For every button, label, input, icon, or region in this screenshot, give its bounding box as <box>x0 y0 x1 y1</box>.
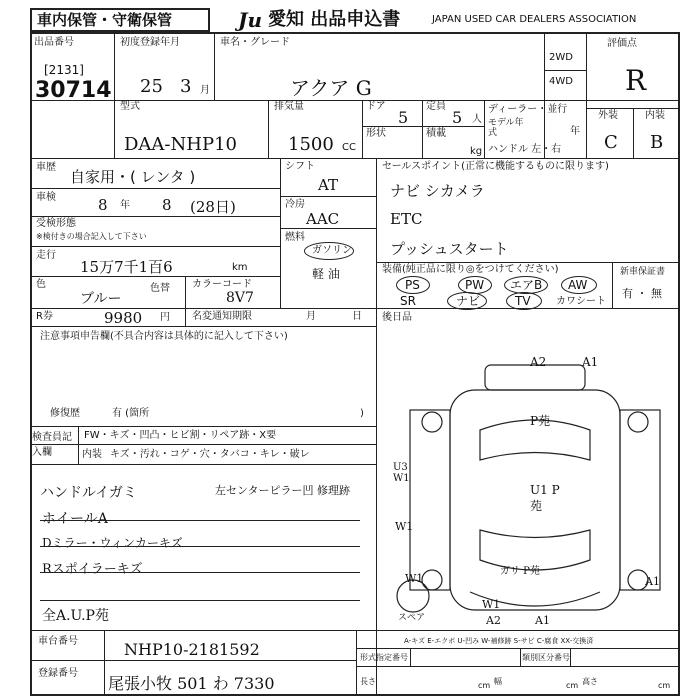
doors-label: ドア <box>366 101 386 112</box>
stamp-cm-1: cm <box>478 681 491 690</box>
shaken-day: (28日) <box>190 198 236 216</box>
repair-value: 有 (箇所 <box>112 408 150 419</box>
first-registration-month: 3 <box>180 76 192 97</box>
association-name: JAPAN USED CAR DEALERS ASSOCIATION <box>432 14 637 25</box>
warranty-value: 有 ・ 無 <box>622 287 662 300</box>
kg-unit: kg <box>470 146 483 157</box>
dealer-label: ディーラー・並行 <box>488 104 568 115</box>
chassis-label: 車台番号 <box>38 636 78 647</box>
damage-mark-left-w1: W1 <box>395 520 414 533</box>
lot-number-small: [2131] <box>44 63 84 77</box>
transfer-label: 受検形態 <box>36 218 76 229</box>
notice-month: 月 <box>306 311 316 322</box>
model-value: アクア G <box>290 76 372 100</box>
notes-label: 注意事項申告欄(不具合内容は具体的に記入して下さい) <box>40 331 288 342</box>
score-value: R <box>625 64 647 97</box>
recycle-label: R券 <box>36 311 53 322</box>
stamp-line2: 類別区分番号 <box>522 653 570 662</box>
model-year-unit: 年 <box>570 126 580 137</box>
ac-value: AAC <box>306 210 340 228</box>
spare-label: スペア <box>398 613 426 623</box>
repair-close: ) <box>360 408 364 419</box>
equip-pw: PW <box>465 278 485 292</box>
equip-aw-circle <box>561 276 597 294</box>
damage-mark-rear-w1: W1 <box>482 598 501 611</box>
shaken-year: 8 <box>98 196 108 214</box>
color-code-label: カラーコード <box>192 279 252 290</box>
doors-value: 5 <box>398 108 409 127</box>
shift-label: シフト <box>285 161 315 172</box>
first-registration-label: 初度登録年月 <box>120 37 180 48</box>
damage-mark-left-lower: W1 <box>405 572 424 585</box>
damage-mark-left-u3: U3 W1 <box>393 462 410 484</box>
load-label: 積載 <box>426 128 446 139</box>
repair-label: 修復歴 <box>50 408 80 419</box>
damage-mark-a1-bottom: A1 <box>535 614 550 627</box>
selling-point-1: ナビ シカメラ <box>390 182 485 200</box>
seats-unit: 人 <box>472 114 482 125</box>
equip-sr: SR <box>400 294 416 308</box>
damage-mark-a2-bottom: A2 <box>486 614 501 627</box>
equipment-label: 装備(純正品に限り◎をつけてください) <box>382 264 559 275</box>
keeping-label: 車内保管・守衛保管 <box>37 11 173 29</box>
seats-value: 5 <box>452 108 463 127</box>
first-registration-year: 25 <box>140 76 163 97</box>
recycle-value: 9980 <box>104 309 143 327</box>
lot-number-value: 30714 <box>35 78 112 103</box>
equip-tv-circle <box>506 292 542 310</box>
history-value: 自家用・( レンタ ) <box>70 168 196 186</box>
later-equipment-label: 後日品 <box>382 312 412 323</box>
damage-legend: A-キズ E-エクボ U-凹み W-補修跡 S-サビ C-腐食 XX-交換済 <box>404 637 594 645</box>
color-change-label: 色替 <box>150 283 170 294</box>
shift-value: AT <box>318 176 339 194</box>
inspector-right-comment: 左センターピラー凹 修理跡 <box>215 484 351 497</box>
mileage-value: 15万7千1百6 <box>80 258 173 276</box>
equip-ps-circle <box>396 276 430 294</box>
mileage-label: 走行 <box>36 250 56 261</box>
form-title: 愛知 出品申込書 <box>268 9 401 30</box>
registration-value: 尾張小牧 501 わ 7330 <box>108 674 275 693</box>
month-unit: 月 <box>200 85 210 96</box>
color-code-value: 8V7 <box>226 290 254 306</box>
inspector-inner-items: キズ・汚れ・コゲ・穴・タバコ・キレ・破レ <box>110 449 310 460</box>
damage-mark-roof: P苑 <box>530 414 551 428</box>
exterior-label: 外装 <box>598 110 618 121</box>
stamp-cm-3: cm <box>658 681 671 690</box>
interior-value: B <box>650 132 664 153</box>
transfer-note: ※検付きの場合記入して下さい <box>36 232 147 241</box>
fuel-diesel: 軽 油 <box>312 267 340 281</box>
inspector-comment-1: ハンドルイガミ <box>40 485 137 501</box>
inspector-comment-3: Dミラー・ウィンカーキズ <box>42 536 183 550</box>
notice-day: 日 <box>352 311 362 322</box>
damage-mark-a2-top: A2 <box>530 355 547 369</box>
notice-label: 名変通知期限 <box>192 311 252 322</box>
equip-aw: AW <box>568 278 588 292</box>
equip-seat: カワシート <box>556 296 606 307</box>
stamp-cm-2: cm <box>566 681 579 690</box>
fuel-gasoline: ガソリン <box>312 245 352 256</box>
interior-label: 内装 <box>645 110 665 121</box>
inspector-comment-5: 全A.U.P苑 <box>42 608 109 624</box>
recycle-yen: 円 <box>160 312 170 323</box>
stamp-height: 高さ <box>582 677 598 686</box>
seats-label: 定員 <box>426 101 446 112</box>
model-label: 車名・グレード <box>220 37 290 48</box>
inspector-inner-label: 内装 <box>82 449 102 460</box>
handle-label: ハンドル 左・右 <box>488 144 562 155</box>
equip-navi-circle <box>447 292 487 310</box>
inspector-label: 検査員記入欄 <box>32 432 72 458</box>
warranty-label: 新車保証書 <box>620 267 666 277</box>
shape-label: 形状 <box>366 128 386 139</box>
model-year-label: モデル年式 <box>488 118 524 138</box>
registration-label: 登録番号 <box>38 668 78 679</box>
shaken-month: 8 <box>162 196 172 214</box>
lot-number-label: 出品番号 <box>34 37 74 48</box>
color-value: ブルー <box>80 291 122 307</box>
ac-label: 冷房 <box>285 199 305 210</box>
color-label: 色 <box>36 279 46 290</box>
displacement-label: 排気量 <box>274 101 304 112</box>
chassis-value: NHP10-2181592 <box>124 640 260 659</box>
displacement-value: 1500 <box>288 134 334 155</box>
shaken-year-unit: 年 <box>120 200 130 211</box>
drive-4wd: 4WD <box>549 76 573 87</box>
km-unit: km <box>232 262 248 273</box>
history-label: 車歴 <box>36 162 56 173</box>
selling-point-3: プッシュスタート <box>390 240 509 258</box>
damage-mark-center: U1 P苑 <box>530 483 560 513</box>
type-label: 型式 <box>120 101 140 112</box>
score-label: 評価点 <box>607 38 637 49</box>
inspector-outer-items: FW・キズ・凹凸・ヒビ割・リペア跡・X要 <box>84 430 277 441</box>
exterior-value: C <box>604 132 618 153</box>
equip-navi: ナビ <box>456 294 481 308</box>
equip-tv: TV <box>515 294 531 308</box>
inspector-comment-2: ホイールA <box>42 511 108 527</box>
shaken-label: 車検 <box>36 192 56 203</box>
selling-point-2: ETC <box>390 210 423 228</box>
selling-points-label: セールスポイント(正常に機能するものに限ります) <box>382 161 609 172</box>
equip-airbag: エアB <box>510 278 543 292</box>
stamp-length: 長さ <box>360 677 376 686</box>
equip-ps: PS <box>405 278 420 292</box>
cc-unit: CC <box>342 142 356 153</box>
fuel-label: 燃料 <box>285 232 305 243</box>
damage-mark-a1-top: A1 <box>582 355 599 369</box>
car-diagram <box>380 330 680 630</box>
stamp-width: 幅 <box>494 677 502 686</box>
ju-logo: Ju <box>238 8 263 32</box>
stamp-line1: 形式指定番号 <box>360 653 408 662</box>
type-value: DAA-NHP10 <box>124 134 237 155</box>
drive-2wd: 2WD <box>549 52 573 63</box>
damage-mark-rear: ガリ P苑 <box>500 566 540 577</box>
damage-mark-right-a1: A1 <box>645 575 660 588</box>
inspector-comment-4: Rスポイラーキズ <box>42 562 143 577</box>
